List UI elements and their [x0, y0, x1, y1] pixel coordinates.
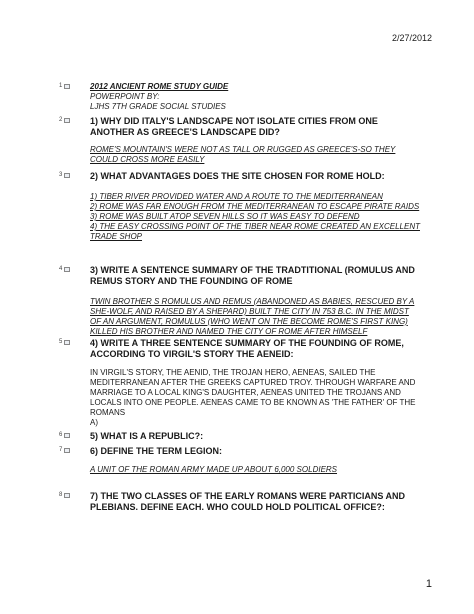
outline-item-2: [59, 116, 436, 165]
study-guide-title: 2012 ANCIENT ROME STUDY GUIDE: [90, 82, 229, 91]
slide-marker: [59, 172, 70, 178]
question-2: [90, 171, 436, 182]
question-6: [90, 446, 436, 457]
answer-4: [90, 368, 436, 428]
answer-line: ROME'S MOUNTAIN'S WERE NOT AS TALL OR RUGGED AS GREECE'S-SO THEY: [90, 145, 396, 154]
date-header: 2/27/2012: [391, 33, 432, 43]
slide-number: 1: [59, 83, 63, 89]
outline-item-4: [59, 265, 436, 337]
slide-number: 6: [59, 432, 63, 438]
slide-marker: [59, 117, 70, 123]
slide-number: 8: [59, 492, 63, 498]
answer-line: TRADE SHOP: [90, 232, 143, 241]
answer-line: 3) ROME WAS BUILT ATOP SEVEN HILLS SO IT WAS EASY TO DEFEND: [90, 212, 360, 221]
answer-2: [90, 192, 436, 242]
author-label: LJHS 7TH GRADE SOCIAL STUDIES: [90, 102, 226, 111]
answer-line: IN VIRGIL'S STORY, THE AENID, THE TROJAN HERO, AENEAS, SAILED THE: [90, 368, 376, 377]
slide-thumbnail-icon: [64, 118, 70, 123]
question-line: REMUS STORY AND THE FOUNDING OF ROME: [90, 276, 293, 286]
powerpoint-by-label: POWERPOINT BY:: [90, 92, 160, 101]
outline-item-3: [59, 171, 436, 242]
slide-number: 5: [59, 339, 63, 345]
question-line: 5) WHAT IS A REPUBLIC?:: [90, 431, 204, 441]
answer-line: 2) ROME WAS FAR ENOUGH FROM THE MEDITERRANEAN TO ESCAPE PIRATE RAIDS: [90, 202, 420, 211]
question-line: 6) DEFINE THE TERM LEGION:: [90, 446, 223, 456]
page-number: 1: [425, 578, 432, 590]
question-line: ACCORDING TO VIRGIL'S STORY THE AENEID:: [90, 349, 294, 359]
answer-line: ROMANS: [90, 408, 126, 417]
slide-marker: [59, 432, 70, 438]
slide-thumbnail-icon: [64, 493, 70, 498]
answer-line: MEDITERRANEAN AFTER THE GREEKS CAPTURED TROY. THROUGH WARFARE AND: [90, 378, 416, 387]
answer-line: A UNIT OF THE ROMAN ARMY MADE UP ABOUT 6,000 SOLDIERS: [90, 465, 338, 474]
answer-line: TWIN BROTHER S ROMULUS AND REMUS (ABANDONED AS BABIES, RESCUED BY A: [90, 297, 415, 306]
slide-marker: [59, 266, 70, 272]
slide-marker: [59, 83, 70, 89]
question-1: [90, 116, 436, 138]
answer-line: SHE-WOLF, AND RAISED BY A SHEPARD) BUILT THE CITY IN 753 B.C. IN THE MIDST: [90, 307, 409, 316]
slide-number: 2: [59, 117, 63, 123]
question-line: ANOTHER AS GREECE'S LANDSCAPE DID?: [90, 127, 280, 137]
question-3: [90, 265, 436, 287]
slide-number: 3: [59, 172, 63, 178]
slide-thumbnail-icon: [64, 84, 70, 89]
answer-line: KILLED HIS BROTHER AND NAMED THE CITY OF ROME AFTER HIMSELF: [90, 327, 368, 336]
answer-line: A): [90, 418, 98, 427]
slide-thumbnail-icon: [64, 173, 70, 178]
slide-thumbnail-icon: [64, 448, 70, 453]
outline-item-6: [59, 431, 436, 442]
study-guide-title-block: [90, 82, 436, 112]
outline-item-5: [59, 338, 436, 428]
outline-item-7: [59, 446, 436, 475]
answer-3: [90, 297, 436, 337]
slide-thumbnail-icon: [64, 433, 70, 438]
slide-thumbnail-icon: [64, 267, 70, 272]
outline-item-1: [59, 82, 436, 112]
answer-line: 4) THE EASY CROSSING POINT OF THE TIBER NEAR ROME CREATED AN EXCELLENT: [90, 222, 420, 231]
question-line: 1) WHY DID ITALY'S LANDSCAPE NOT ISOLATE CITIES FROM ONE: [90, 116, 378, 126]
question-line: PLEBIANS. DEFINE EACH. WHO COULD HOLD POLITICAL OFFICE?:: [90, 502, 385, 512]
slide-marker: [59, 339, 70, 345]
slide-marker: [59, 492, 70, 498]
answer-line: OF AN ARGUMENT, ROMULUS (WHO WENT ON THE BECOME ROME'S FIRST KING): [90, 317, 408, 326]
outline-item-8: [59, 491, 436, 513]
slide-thumbnail-icon: [64, 340, 70, 345]
question-4: [90, 338, 436, 360]
question-line: 2) WHAT ADVANTAGES DOES THE SITE CHOSEN FOR ROME HOLD:: [90, 171, 385, 181]
answer-line: 1) TIBER RIVER PROVIDED WATER AND A ROUTE TO THE MEDITERRANEAN: [90, 192, 383, 201]
answer-line: LOCALS INTO ONE PEOPLE. AENEAS CAME TO BE KNOWN AS 'THE FATHER' OF THE: [90, 398, 416, 407]
question-line: 7) THE TWO CLASSES OF THE EARLY ROMANS WERE PARTICIANS AND: [90, 491, 406, 501]
question-line: 4) WRITE A THREE SENTENCE SUMMARY OF THE FOUNDING OF ROME,: [90, 338, 404, 348]
question-line: 3) WRITE A SENTENCE SUMMARY OF THE TRADTITIONAL (ROMULUS AND: [90, 265, 415, 275]
answer-1: [90, 145, 436, 165]
answer-line: COULD CROSS MORE EASILY: [90, 155, 205, 164]
question-7: [90, 491, 436, 513]
slide-number: 7: [59, 447, 63, 453]
slide-number: 4: [59, 266, 63, 272]
answer-line: MARRIAGE TO A LOCAL KING'S DAUGHTER, AENEAS UNITED THE TROJANS AND: [90, 388, 401, 397]
answer-6: [90, 465, 436, 475]
question-5: [90, 431, 436, 442]
slide-marker: [59, 447, 70, 453]
